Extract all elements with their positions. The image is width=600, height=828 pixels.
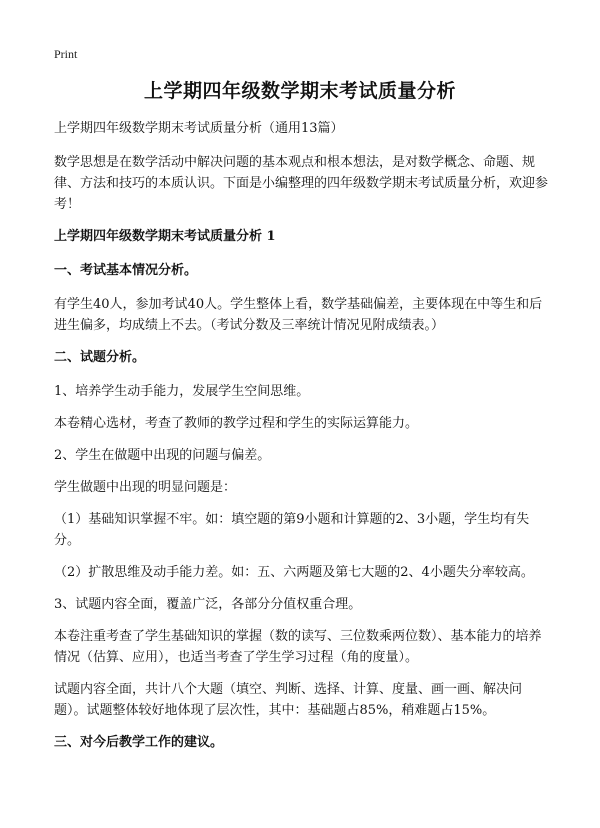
- paragraph: 学生做题中出现的明显问题是：: [54, 480, 237, 495]
- paragraph: 试题内容全面，共计八个大题（填空、判断、选择、计算、度量、画一画、解决问题）。试题整体较好地体现了层次性，其中：基础题占85%，稍难题占15%。: [54, 682, 523, 718]
- section-heading-3: 三、对今后教学工作的建议。: [54, 735, 224, 750]
- intro-paragraph: 数学思想是在数学活动中解决问题的基本观点和根本想法，是对数学概念、命题、规律、方法和技巧的本质认识。下面是小编整理的四年级数学期末考试质量分析，欢迎参考！: [54, 155, 549, 212]
- paragraph: （2）扩散思维及动手能力差。如：五、六两题及第七大题的2、4小题失分率较高。: [54, 565, 534, 580]
- paragraph: 有学生40人，参加考试40人。学生整体上看，数学基础偏差，主要体现在中等生和后进生偏多，均成绩上不去。（考试分数及三率统计情况见附成绩表。）: [54, 297, 543, 333]
- paragraph: （1）基础知识掌握不牢。如：填空题的第9小题和计算题的2、3小题，学生均有失分。: [54, 512, 530, 548]
- document-title: 上学期四年级数学期末考试质量分析: [143, 80, 456, 102]
- print-label: Print: [54, 47, 78, 61]
- document-subtitle: 上学期四年级数学期末考试质量分析（通用13篇）: [54, 121, 344, 136]
- paragraph: 本卷注重考查了学生基础知识的掌握（数的读写、三位数乘两位数）、基本能力的培养情况（估算、应用），也适当考查了学生学习过程（角的度量）。: [54, 629, 542, 665]
- section-heading-1: 一、考试基本情况分析。: [54, 263, 198, 278]
- paragraph: 2、学生在做题中出现的问题与偏差。: [54, 448, 271, 463]
- document-body: [54, 118, 550, 766]
- paragraph: 本卷精心选材，考查了教师的教学过程和学生的实际运算能力。: [54, 416, 419, 431]
- article-title: 上学期四年级数学期末考试质量分析 1: [54, 229, 276, 244]
- paragraph: 1、培养学生动手能力，发展学生空间思维。: [54, 384, 310, 399]
- paragraph: 3、试题内容全面，覆盖广泛，各部分分值权重合理。: [54, 597, 362, 612]
- section-heading-2: 二、试题分析。: [54, 350, 146, 365]
